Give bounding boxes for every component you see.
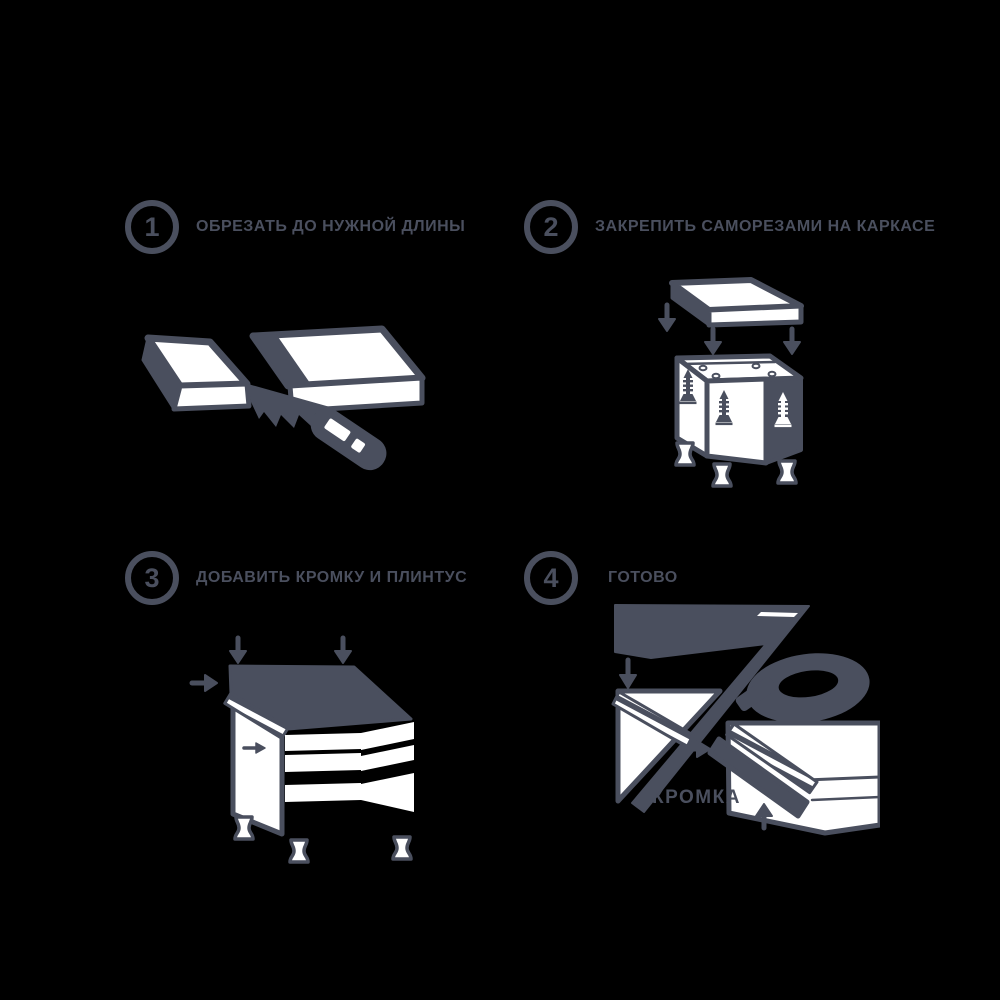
step-3-title: ДОБАВИТЬ КРОМКУ И ПЛИНТУС — [196, 569, 468, 586]
step-2-number-badge — [524, 200, 578, 254]
step-1-header — [125, 200, 465, 254]
edge-and-plinth-illustration — [178, 616, 440, 884]
saw-cutting-illustration — [130, 318, 450, 476]
countertop-fastening-illustration — [635, 268, 865, 496]
step-4-number-badge — [524, 551, 578, 605]
step-3-number-badge — [125, 551, 179, 605]
cabinet-front — [707, 379, 766, 463]
step-1-number: 1 — [144, 211, 160, 242]
step-1-number-badge — [125, 200, 179, 254]
step-2-number: 2 — [543, 211, 559, 242]
cabinet-foot — [235, 817, 253, 839]
edge-banding-illustration — [588, 592, 880, 848]
edge-banding-label: КРОМКА — [652, 787, 741, 808]
shelf-front — [285, 753, 361, 772]
step-3-header — [125, 551, 467, 605]
shelf-front — [285, 733, 361, 751]
step-4-title: ГОТОВО — [608, 569, 678, 586]
saw-handle — [305, 402, 393, 476]
cabinet-foot — [778, 461, 796, 483]
step-1-title: ОБРЕЗАТЬ ДО НУЖНОЙ ДЛИНЫ — [196, 218, 466, 235]
cabinet-foot — [290, 840, 308, 862]
cabinet-foot — [713, 464, 731, 486]
down-arrow — [620, 660, 636, 688]
step-4-number: 4 — [543, 562, 559, 593]
step-2-header — [524, 200, 935, 254]
slab-front — [709, 306, 801, 325]
cabinet-foot — [676, 443, 694, 465]
shelf-front — [285, 783, 361, 802]
step-2-title: ЗАКРЕПИТЬ САМОРЕЗАМИ НА КАРКАСЕ — [595, 218, 936, 235]
cabinet-foot — [393, 837, 411, 859]
left-board-front — [174, 384, 249, 409]
step-3-number: 3 — [144, 562, 160, 593]
